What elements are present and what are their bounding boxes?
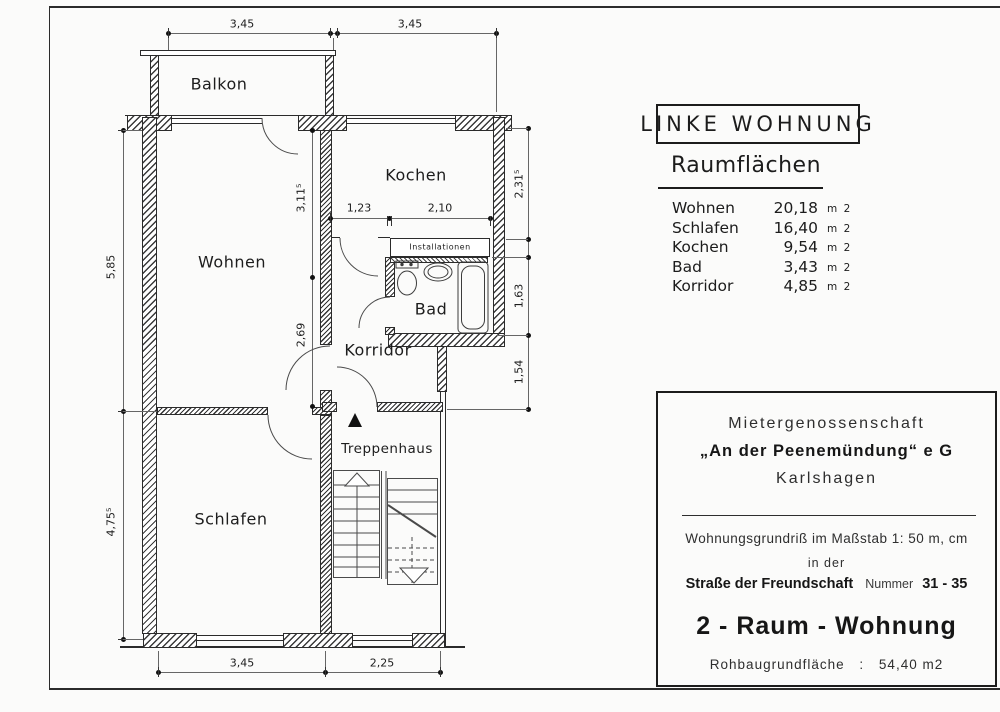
nummer-value: 31 - 35	[922, 576, 968, 592]
room-label-wohnen: Wohnen	[198, 252, 266, 272]
room-label-kochen: Kochen	[385, 165, 447, 185]
room-label-treppenhaus: Treppenhaus	[341, 441, 433, 457]
washbasin-inner	[428, 266, 448, 278]
apartment-title: LINKE WOHNUNG	[640, 112, 876, 136]
table-row-name: Schlafen	[672, 219, 739, 237]
room-areas-heading: Raumflächen	[671, 153, 822, 178]
street-name: Straße der Freundschaft	[685, 576, 854, 592]
scale-line: Wohnungsgrundriß im Maßstab 1: 50 m, cm	[685, 531, 968, 546]
street-line	[686, 576, 968, 592]
stair-up-arrow	[345, 473, 369, 486]
table-row-value: 20,18	[773, 199, 818, 217]
room-label-schlafen: Schlafen	[194, 509, 268, 529]
door-arc-entry	[337, 367, 377, 407]
door-arc-bad	[359, 297, 390, 328]
dim-top-left: 3,45	[229, 17, 255, 31]
title-block-divider	[682, 515, 976, 516]
wc-bowl	[398, 271, 417, 295]
dim-bottom-right: 2,25	[369, 656, 395, 670]
bathtub-outline	[458, 262, 488, 333]
apartment-type: 2 - Raum - Wohnung	[696, 612, 957, 640]
stair-break-line	[388, 505, 436, 537]
title-block	[656, 391, 997, 687]
dim-bottom-left: 3,45	[229, 656, 255, 670]
dim-top-right: 3,45	[397, 17, 423, 31]
apartment-title-box	[640, 104, 876, 144]
dim-kochen-right: 2,10	[427, 201, 453, 215]
door-arc-balkon	[262, 118, 298, 154]
table-row-unit: m 2	[827, 223, 852, 235]
dim-inner-upper: 3,11⁵	[294, 183, 308, 213]
door-arc-wohnen	[286, 346, 330, 390]
table-row-name: Korridor	[672, 277, 734, 295]
table-row-value: 3,43	[783, 258, 818, 276]
bathtub-inner	[462, 266, 485, 329]
wc-cistern	[396, 261, 418, 268]
table-row-value: 4,85	[783, 277, 818, 295]
area-label: Rohbaugrundfläche	[709, 657, 845, 672]
heading-underline	[658, 187, 823, 189]
dim-right-upper: 2,31⁵	[512, 169, 526, 199]
area-line	[710, 657, 943, 672]
label-installationen: Installationen	[409, 242, 471, 252]
table-row-name: Bad	[672, 258, 702, 276]
org-line-1: Mietergenossenschaft	[728, 415, 925, 432]
table-row-name: Wohnen	[672, 199, 735, 217]
door-arc-schlafen	[268, 415, 312, 459]
entry-marker-triangle	[348, 413, 362, 427]
area-colon: :	[859, 657, 865, 672]
door-arc-kochen	[340, 238, 378, 276]
table-row-value: 16,40	[773, 219, 818, 237]
org-line-3: Karlshagen	[776, 470, 877, 487]
dim-left-upper: 5,85	[104, 254, 118, 280]
room-label-korridor: Korridor	[344, 340, 412, 360]
room-label-balkon: Balkon	[190, 74, 248, 94]
dim-right-lower: 1,54	[512, 359, 526, 385]
tap-dot	[401, 263, 403, 265]
area-value: 54,40 m2	[878, 657, 944, 672]
dim-left-lower: 4,75⁵	[104, 507, 118, 537]
stair-down-arrow	[400, 568, 428, 583]
dim-right-mid: 1,63	[512, 283, 526, 309]
table-row-unit: m 2	[827, 242, 852, 254]
table-row-unit: m 2	[827, 281, 852, 293]
room-label-bad: Bad	[414, 299, 448, 319]
table-row-name: Kochen	[672, 238, 729, 256]
org-line-2: „An der Peenemündung“ e G	[699, 442, 954, 460]
nummer-label: Nummer	[865, 577, 914, 591]
table-row-unit: m 2	[827, 262, 852, 274]
table-row-unit: m 2	[827, 203, 852, 215]
dim-kochen-left: 1,23	[346, 201, 372, 215]
dim-inner-lower: 2,69	[294, 322, 308, 348]
tap-dot	[410, 263, 412, 265]
table-row-value: 9,54	[783, 238, 818, 256]
in-der-line: in der	[807, 556, 846, 570]
